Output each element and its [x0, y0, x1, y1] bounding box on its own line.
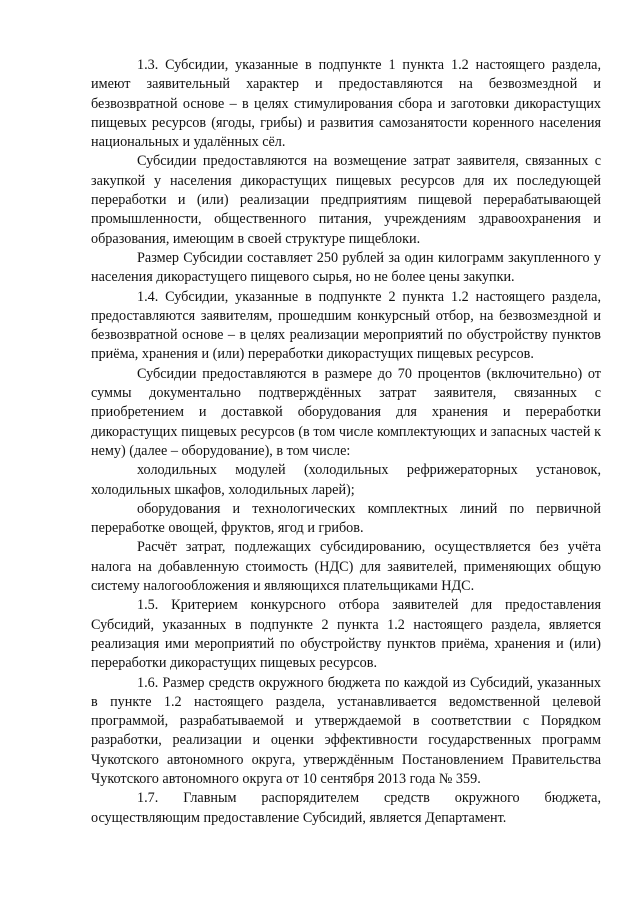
paragraph-subsidy-purpose: Субсидии предоставляются на возмещение затрат заявителя, связанных с закупкой у населения дикорастущих пищевых ресурсов для их последующей переработки и (или) реализации предприятиям пищевой перерабатывающей промышленности, общественного питания, учреждениям здравоохранения и образования, имеющим в своей структуре пищеблоки. [91, 153, 601, 247]
document-page [91, 56, 601, 828]
paragraph-1-6: 1.6. Размер средств окружного бюджета по каждой из Субсидий, указанных в пункте 1.2 настоящего раздела, устанавливается ведомственной целевой программой, разрабатываемой и утверждаемой в соответствии с Порядком разработки, реализации и оценки эффективности государственных программ Чукотского автономного округа, утверждённым Постановлением Правительства Чукотского автономного округа от 10 сентября 2013 года № 359. [91, 674, 601, 787]
paragraph-subsidy-amount: Размер Субсидии составляет 250 рублей за один килограмм закупленного у населения дикорастущего пищевого сырья, но не более цены закупки. [91, 249, 601, 286]
paragraph-1-3: 1.3. Субсидии, указанные в подпункте 1 пункта 1.2 настоящего раздела, имеют заявительный характер и предоставляются на безвозмездной и безвозвратной основе – в целях стимулирования сбора и заготовки дикорастущих пищевых ресурсов (ягоды, грибы) и развития самозанятости коренного населения национальных и удалённых сёл. [91, 57, 601, 151]
paragraph-1-4: 1.4. Субсидии, указанные в подпункте 2 пункта 1.2 настоящего раздела, предоставляются заявителям, прошедшим конкурсный отбор, на безвозмездной и безвозвратной основе – в целях реализации мероприятий по обустройству пунктов приёма, хранения и (или) переработки дикорастущих пищевых ресурсов. [91, 288, 601, 363]
paragraph-vat-calculation: Расчёт затрат, подлежащих субсидированию, осуществляется без учёта налога на добавленную стоимость (НДС) для заявителей, применяющих общую систему налогообложения и являющихся плательщиками НДС. [91, 539, 601, 595]
paragraph-1-7: 1.7. Главным распорядителем средств окружного бюджета, осуществляющим предоставление Субсидий, является Департамент. [91, 790, 601, 826]
paragraph-list-item-refrigeration: холодильных модулей (холодильных рефрижераторных установок, холодильных шкафов, холодильных ларей); [91, 462, 601, 498]
paragraph-1-5: 1.5. Критерием конкурсного отбора заявителей для предоставления Субсидий, указанных в подпункте 2 пункта 1.2 настоящего раздела, является реализация ими мероприятий по обустройству пунктов приёма, хранения и (или) переработки дикорастущих пищевых ресурсов. [91, 597, 601, 672]
paragraph-subsidy-percent: Субсидии предоставляются в размере до 70 процентов (включительно) от суммы документально подтверждённых затрат заявителя, связанных с приобретением и доставкой оборудования для хранения и переработки дикорастущих пищевых ресурсов (в том числе комплектующих и запасных частей к нему) (далее – оборудование), в том числе: [91, 365, 601, 459]
paragraph-list-item-equipment: оборудования и технологических комплектных линий по первичной переработке овощей, фруктов, ягод и грибов. [91, 500, 601, 537]
